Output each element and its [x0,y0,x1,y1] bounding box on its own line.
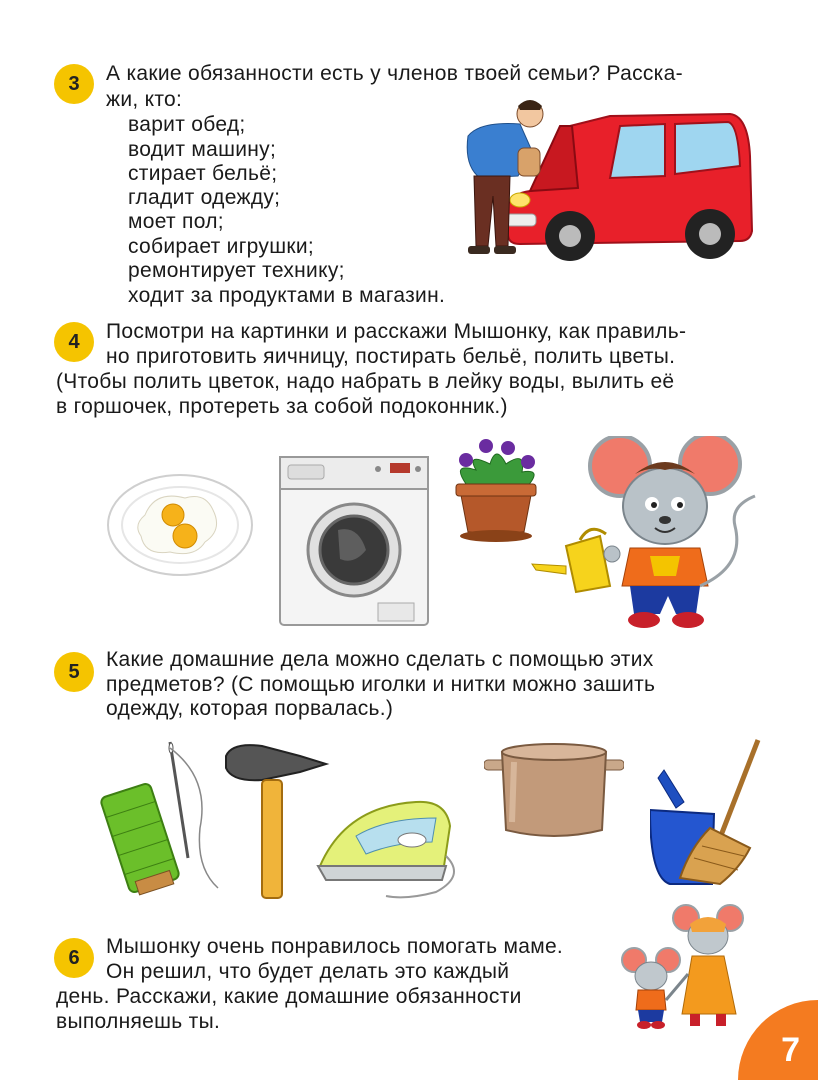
mouse-with-watering-can-illustration [530,436,770,630]
task-4-line-3: (Чтобы полить цветок, надо набрать в лейку воды, вылить её [56,370,675,393]
page-number: 7 [781,1031,800,1069]
task-6-line-4: выполняешь ты. [56,1010,221,1033]
thread-and-needle-illustration [100,738,224,898]
page-corner-decoration [738,1000,818,1080]
task-3-item-1: варит обед; [128,113,246,136]
task-3-item-6: собирает игрушки; [128,235,314,258]
task-3-item-4: гладит одежду; [128,186,281,209]
task-4-number: 4 [54,322,94,362]
task-4-line-2: но приготовить яичницу, постирать бельё, полить цветы. [106,345,676,368]
task-3-item-2: водит машину; [128,138,277,161]
task-3-number: 3 [54,64,94,104]
washing-machine-illustration [278,455,430,627]
man-repairing-car-illustration [460,96,760,266]
task-3-item-3: стирает бельё; [128,162,278,185]
task-3-line-2: жи, кто: [106,88,183,111]
iron-illustration [316,796,470,902]
task-3-item-5: моет пол; [128,210,224,233]
task-5-number: 5 [54,652,94,692]
hammer-illustration [222,742,330,902]
task-5-line-1: Какие домашние дела можно сделать с помощью этих [106,648,654,671]
task-6-number: 6 [54,938,94,978]
task-3-item-7: ремонтирует технику; [128,259,345,282]
dustpan-and-broom-illustration [650,738,768,888]
task-6-line-2: Он решил, что будет делать это каждый [106,960,510,983]
task-3-item-8: ходит за продуктами в магазин. [128,284,446,307]
task-4-line-4: в горшочек, протереть за собой подоконник.) [56,395,508,418]
task-5-line-2: предметов? (С помощью иголки и нитки можно зашить [106,673,656,696]
cooking-pot-illustration [484,742,624,842]
mouse-family-illustration [620,904,750,1030]
task-6-line-1: Мышонку очень понравилось помогать маме. [106,935,564,958]
task-6-line-3: день. Расскажи, какие домашние обязанности [56,985,522,1008]
task-4-line-1: Посмотри на картинки и расскажи Мышонку, как правиль- [106,320,687,343]
fried-eggs-illustration [105,470,255,580]
task-3-line-1: А какие обязанности есть у членов твоей семьи? Расска- [106,62,683,85]
task-5-line-3: одежду, которая порвалась.) [106,697,394,720]
